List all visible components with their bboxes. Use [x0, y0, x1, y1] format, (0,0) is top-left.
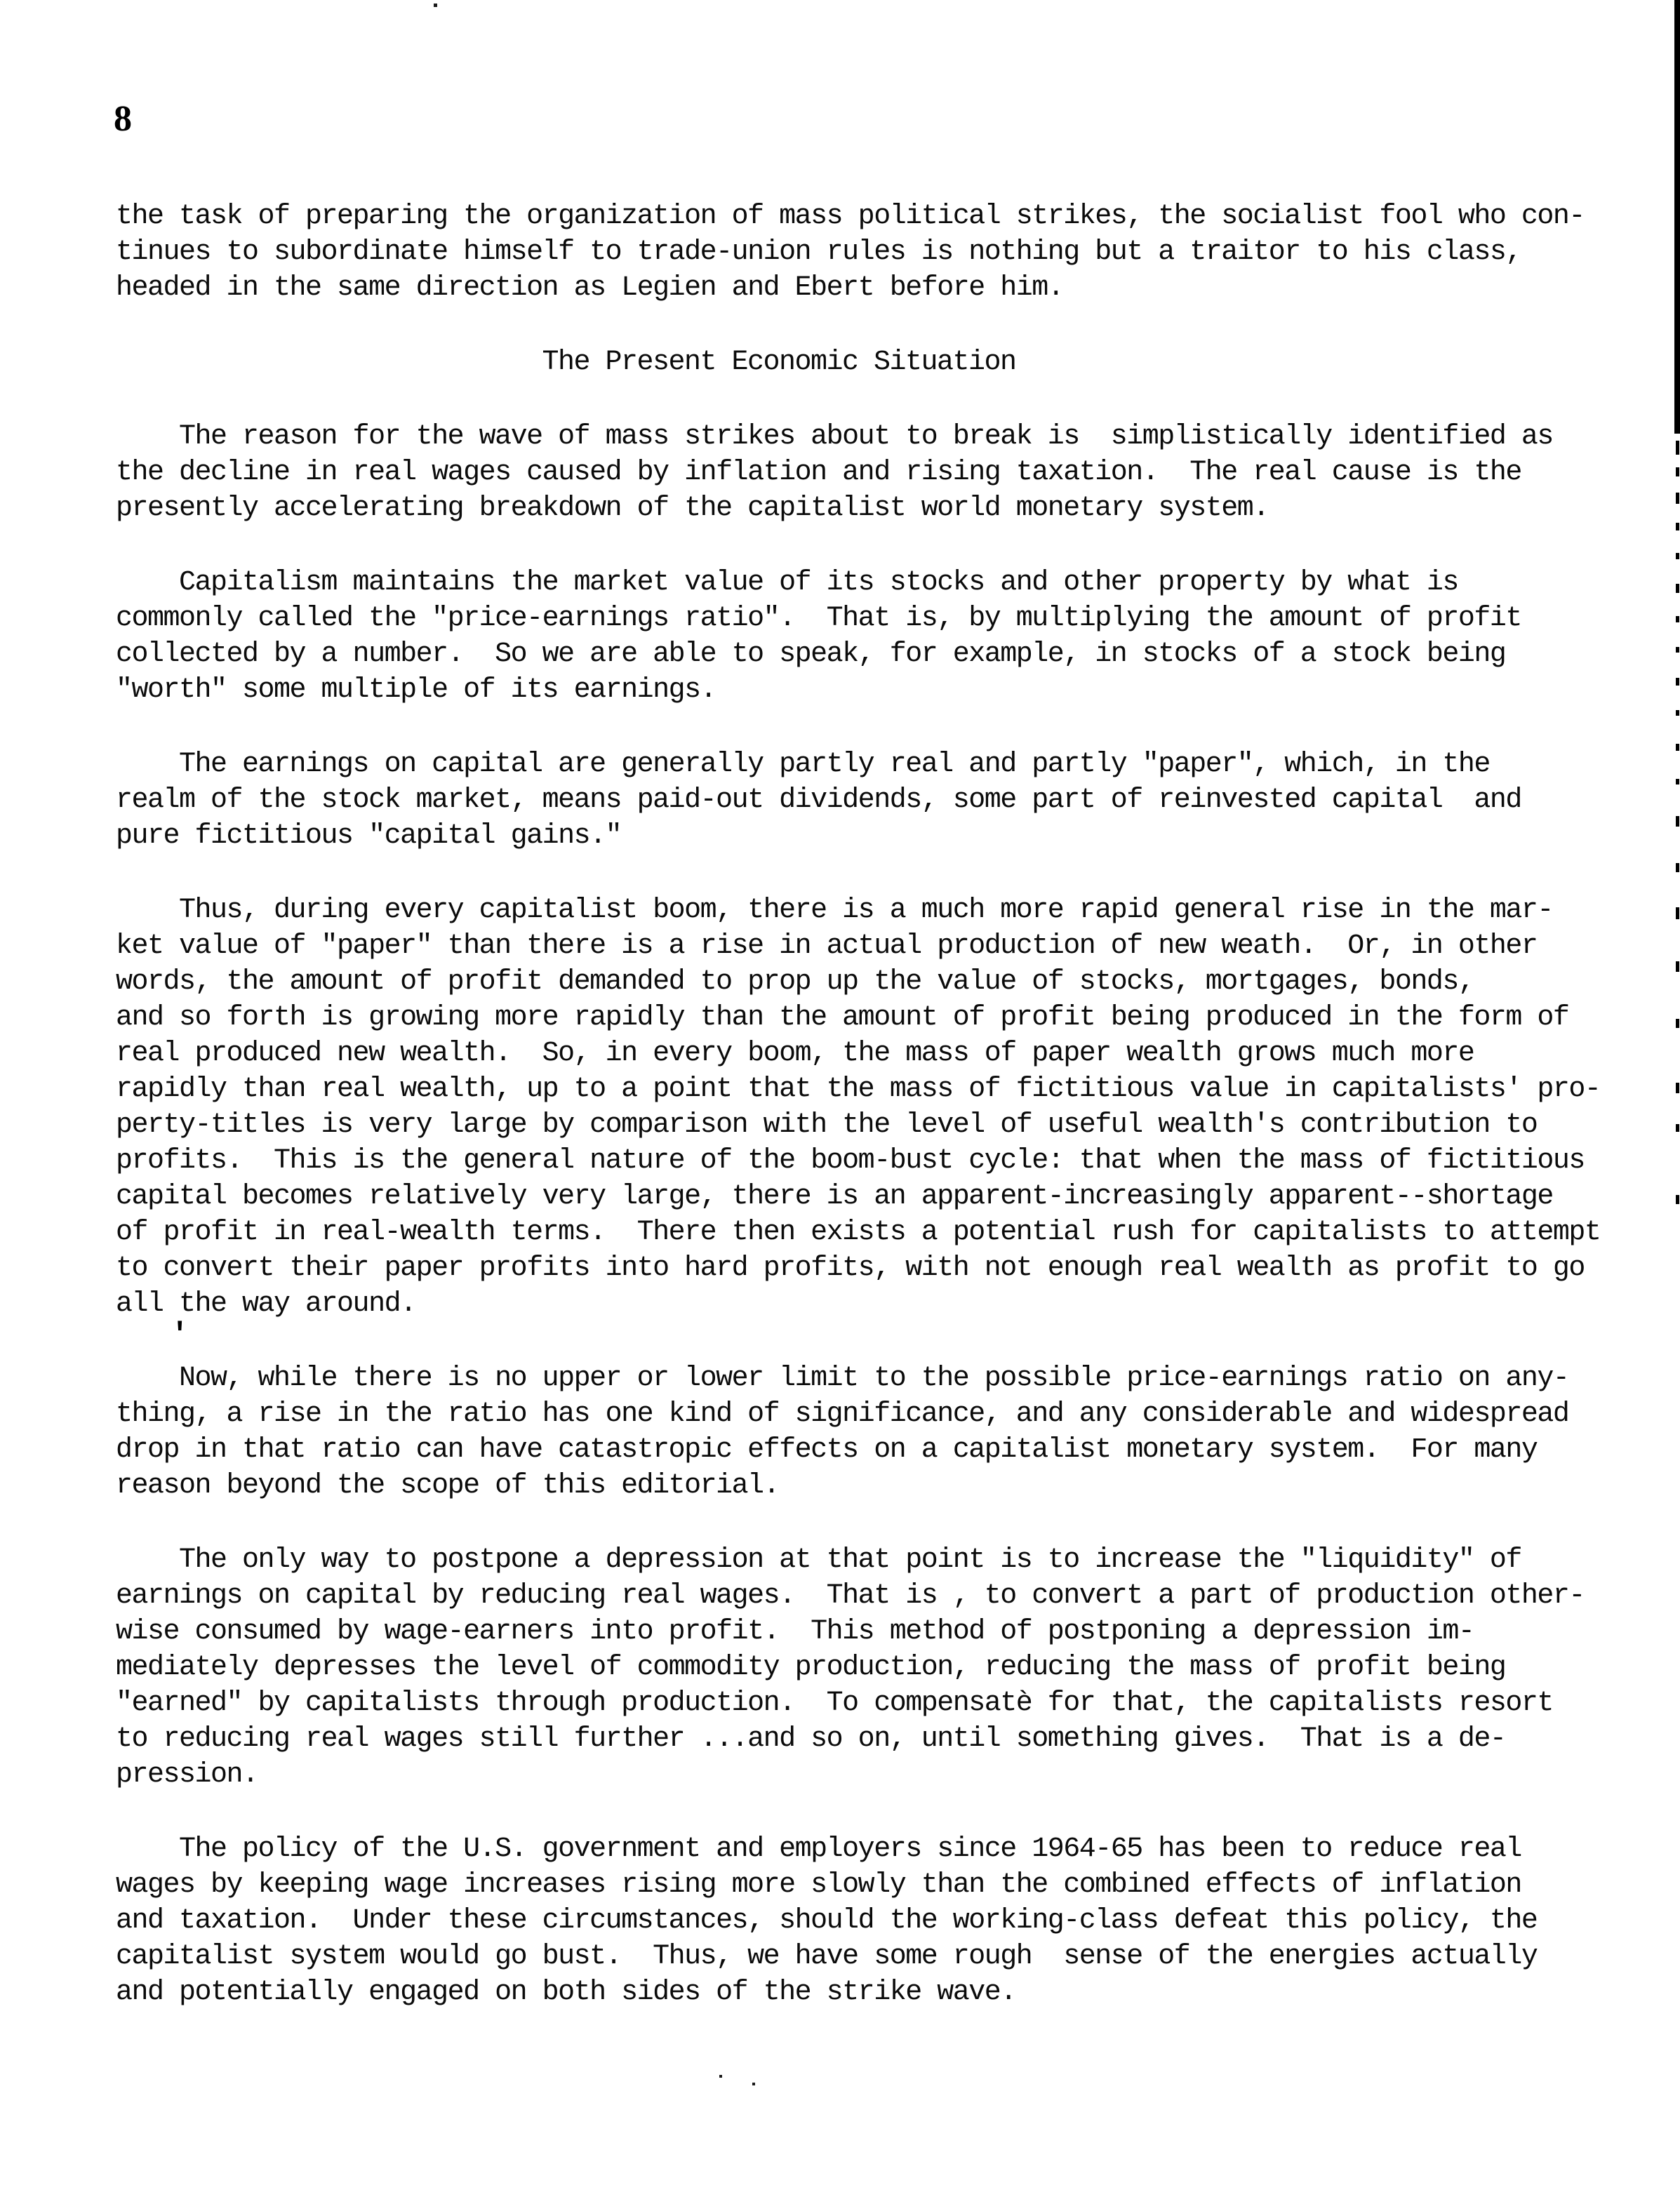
text-line: The earnings on capital are generally partly real and partly "paper", which, in the	[116, 749, 1490, 780]
scan-edge-dash	[1676, 744, 1679, 751]
scan-edge-dash	[1676, 616, 1679, 622]
text-line: capitalist system would go bust. Thus, we have some rough sense of the energies actually	[116, 1941, 1538, 1972]
text-line: real produced new wealth. So, in every boom, the mass of paper wealth grows much more	[116, 1038, 1474, 1069]
text-line: to reducing real wages still further ...and so on, until something gives. That is a de-	[116, 1723, 1506, 1755]
paragraph	[116, 419, 1604, 526]
text-line: drop in that ratio can have catastropic effects on a capitalist monetary system. For many	[116, 1434, 1538, 1466]
paragraph	[116, 1361, 1604, 1504]
text-line: to convert their paper profits into hard profits, with not enough real wealth as profit to go	[116, 1253, 1585, 1284]
text-line: presently accelerating breakdown of the capitalist world monetary system.	[116, 493, 1269, 524]
text-line: realm of the stock market, means paid-out dividends, some part of reinvested capital and	[116, 784, 1521, 816]
scan-edge-dash	[1676, 523, 1679, 530]
scan-edge-dash	[1676, 1019, 1679, 1028]
scan-edge-dash	[1676, 779, 1679, 784]
scan-edge-line	[1674, 0, 1680, 434]
paragraph	[116, 1831, 1604, 2010]
text-line: The policy of the U.S. government and employers since 1964-65 has been to reduce real	[116, 1834, 1521, 1865]
scan-edge-dash	[1676, 467, 1679, 476]
text-line: reason beyond the scope of this editorial.	[116, 1470, 780, 1502]
scan-edge-dash	[1676, 678, 1679, 686]
text-line: headed in the same direction as Legien and Ebert before him.	[116, 272, 1064, 304]
text-line: Thus, during every capitalist boom, there is a much more rapid general rise in the mar-	[116, 895, 1553, 926]
scan-edge-dash	[1676, 1195, 1679, 1204]
text-line: thing, a rise in the ratio has one kind of significance, and any considerable and widespread	[116, 1398, 1569, 1430]
scan-edge-dash	[1676, 816, 1679, 827]
scan-edge-dash	[1676, 553, 1679, 559]
paragraph	[116, 747, 1604, 854]
scan-edge-dash	[1676, 493, 1679, 504]
scan-edge-dash	[1676, 961, 1679, 972]
scan-edge-dash	[1676, 907, 1679, 919]
text-line: rapidly than real wealth, up to a point that the mass of fictitious value in capitalists' pro-	[116, 1074, 1601, 1105]
text-line: pression.	[116, 1759, 258, 1791]
text-line: pure fictitious "capital gains."	[116, 820, 622, 852]
text-line: the decline in real wages caused by inflation and rising taxation. The real cause is the	[116, 457, 1521, 488]
paragraph	[116, 893, 1604, 1322]
scan-edge-dash	[1676, 863, 1679, 872]
text-line: and taxation. Under these circumstances, should the working-class defeat this policy, the	[116, 1905, 1538, 1937]
text-line: and potentially engaged on both sides of the strike wave.	[116, 1977, 1016, 2008]
scan-edge-dash	[1676, 647, 1679, 653]
text-line: profits. This is the general nature of the boom-bust cycle: that when the mass of fictitious	[116, 1145, 1585, 1177]
paragraph	[116, 199, 1604, 306]
scan-edge-dash	[1676, 1124, 1679, 1132]
section-heading: The Present Economic Situation	[542, 347, 1016, 378]
scan-speck	[434, 4, 437, 7]
text-line: The reason for the wave of mass strikes about to break is simplistically identified as	[116, 421, 1553, 453]
paragraph	[116, 565, 1604, 708]
text-line: of profit in real-wealth terms. There then exists a potential rush for capitalists to attempt	[116, 1217, 1601, 1248]
text-line: collected by a number. So we are able to speak, for example, in stocks of a stock being	[116, 639, 1506, 670]
paragraph	[116, 1542, 1604, 1793]
text-line: words, the amount of profit demanded to prop up the value of stocks, mortgages, bonds,	[116, 966, 1474, 998]
text-line: capital becomes relatively very large, there is an apparent-increasingly apparent--shortage	[116, 1181, 1553, 1213]
text-line: earnings on capital by reducing real wages. That is , to convert a part of production other-	[116, 1580, 1585, 1612]
document-body	[116, 199, 1604, 2010]
text-line: "worth" some multiple of its earnings.	[116, 674, 716, 706]
text-line: wages by keeping wage increases rising more slowly than the combined effects of inflation	[116, 1869, 1521, 1901]
text-line: the task of preparing the organization of mass political strikes, the socialist fool who con-	[116, 201, 1585, 232]
scan-edge-dash	[1676, 1083, 1679, 1093]
text-line: wise consumed by wage-earners into profit. This method of postponing a depression im-	[116, 1616, 1474, 1648]
scan-edge-dash	[1676, 710, 1679, 716]
text-line: perty-titles is very large by comparison with the level of useful wealth's contribution to	[116, 1109, 1538, 1141]
text-line: The only way to postpone a depression at that point is to increase the "liquidity" of	[116, 1544, 1521, 1576]
text-line: Capitalism maintains the market value of its stocks and other property by what is	[116, 567, 1458, 599]
text-line: "earned" by capitalists through production. To compensatè for that, the capitalists resort	[116, 1688, 1553, 1719]
stray-ink-mark: '	[171, 1318, 189, 1353]
text-line: and so forth is growing more rapidly than the amount of profit being produced in the form of	[116, 1002, 1569, 1034]
text-line: all the way around.	[116, 1288, 416, 1320]
text-line: Now, while there is no upper or lower limit to the possible price-earnings ratio on any-	[116, 1363, 1569, 1394]
text-line: ket value of "paper" than there is a rise in actual production of new weath. Or, in other	[116, 930, 1538, 962]
scan-edge-dash	[1676, 441, 1679, 455]
text-line: mediately depresses the level of commodity production, reducing the mass of profit being	[116, 1652, 1506, 1683]
scan-speck	[752, 2083, 755, 2085]
scan-speck	[719, 2075, 722, 2078]
page-number: 8	[114, 99, 132, 139]
text-line: tinues to subordinate himself to trade-union rules is nothing but a traitor to his class,	[116, 236, 1521, 268]
text-line: commonly called the "price-earnings ratio". That is, by multiplying the amount of profit	[116, 603, 1521, 634]
scan-edge-dash	[1676, 584, 1679, 593]
